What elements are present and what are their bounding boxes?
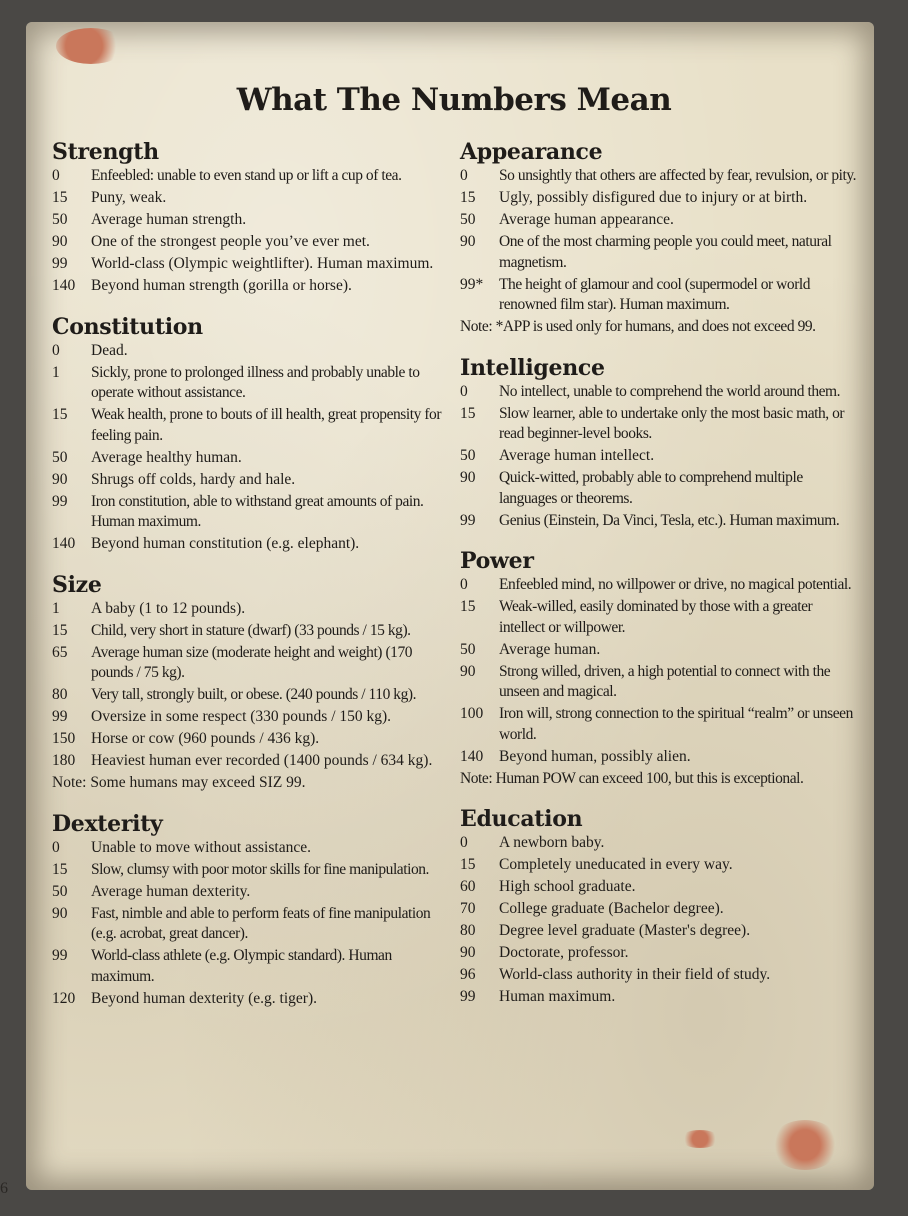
section-note: [52, 773, 442, 794]
stat-row: [460, 855, 860, 876]
stat-row: [460, 404, 860, 445]
stat-description: College graduate (Bachelor degree).: [499, 900, 724, 917]
stat-description: High school graduate.: [499, 878, 636, 895]
stat-description: Degree level graduate (Master's degree).: [499, 922, 751, 939]
stat-value: 80: [52, 686, 68, 703]
stat-row: [460, 747, 860, 768]
stat-description: Fast, nimble and able to perform feats of fine manipulation (e.g. acrobat, great dancer).: [91, 904, 431, 942]
stat-value: 15: [52, 860, 68, 878]
section-heading: Size: [52, 571, 102, 598]
stat-row: [460, 921, 860, 942]
stat-section-power: [460, 547, 860, 789]
note-label: Note:: [460, 318, 493, 335]
stat-row: [52, 341, 442, 362]
stat-value: 50: [52, 211, 68, 228]
stat-value: 15: [460, 189, 476, 206]
stat-row: [460, 704, 860, 745]
stat-description: World-class athlete (e.g. Olympic standard). Human maximum.: [91, 947, 392, 985]
stat-description: World-class authority in their field of study.: [499, 966, 771, 983]
stat-row: [460, 511, 860, 532]
stat-row: [52, 685, 442, 706]
page-number: 6: [0, 1180, 8, 1197]
right-column: [460, 138, 860, 1024]
stat-row: [52, 946, 442, 987]
stat-row: [460, 662, 860, 703]
stat-row: [52, 904, 442, 945]
stat-row: [460, 382, 860, 403]
stat-row: [52, 860, 442, 881]
stat-value: 140: [460, 747, 484, 765]
stat-description: Iron will, strong connection to the spiritual “realm” or unseen world.: [499, 705, 853, 743]
stat-row: [460, 640, 860, 661]
stat-row: [52, 210, 442, 231]
section-note: [460, 317, 860, 338]
stat-value: 70: [460, 900, 476, 917]
stat-value: 0: [52, 838, 60, 856]
stat-value: 99: [460, 511, 476, 529]
stat-value: 90: [52, 904, 68, 922]
stat-row: [52, 599, 442, 620]
section-heading: Dexterity: [52, 810, 163, 837]
stat-value: 15: [52, 189, 68, 206]
stat-section-dexterity: [52, 810, 442, 1010]
stat-description: Enfeebled mind, no willpower or drive, no magical potential.: [499, 576, 852, 593]
stat-row: [52, 405, 442, 446]
stat-value: 99: [52, 708, 68, 725]
stat-description: Sickly, prone to prolonged illness and probably unable to operate without assistance.: [91, 363, 420, 401]
stat-value: 60: [460, 878, 476, 895]
stat-row: [460, 188, 860, 209]
stat-value: 90: [52, 233, 68, 250]
stat-section-size: [52, 571, 442, 794]
stat-row: [460, 987, 860, 1008]
stat-row: [460, 597, 860, 638]
stat-value: 80: [460, 922, 476, 939]
stat-description: Beyond human dexterity (e.g. tiger).: [91, 989, 317, 1007]
stat-row: [52, 232, 442, 253]
stat-value: 100: [460, 705, 484, 722]
stat-description: Weak health, prone to bouts of ill health, great propensity for feeling pain.: [91, 406, 442, 444]
stat-value: 1: [52, 363, 60, 381]
stat-row: [460, 166, 860, 187]
note-text: Some humans may exceed SIZ 99.: [90, 774, 306, 791]
stat-value: 99*: [460, 275, 484, 293]
stat-row: [52, 188, 442, 209]
stat-description: Puny, weak.: [91, 189, 167, 206]
stat-value: 0: [52, 341, 60, 359]
stat-row: [52, 166, 442, 187]
stat-row: [460, 210, 860, 231]
stat-description: One of the most charming people you could meet, natural magnetism.: [499, 233, 832, 271]
stat-value: 50: [52, 882, 68, 900]
stat-description: Iron constitution, able to withstand great amounts of pain. Human maximum.: [91, 492, 424, 530]
stat-description: Enfeebled: unable to even stand up or lift a cup of tea.: [91, 167, 402, 184]
stat-description: Horse or cow (960 pounds / 436 kg).: [91, 730, 320, 747]
stat-row: [460, 575, 860, 596]
stat-row: [52, 729, 442, 750]
stat-row: [52, 643, 442, 684]
stat-value: 99: [52, 947, 68, 964]
stat-value: 15: [52, 406, 68, 423]
stat-value: 90: [460, 233, 476, 250]
stat-row: [52, 751, 442, 772]
stat-value: 0: [52, 167, 60, 184]
stat-description: Average human strength.: [91, 211, 247, 228]
stat-row: [460, 943, 860, 964]
stat-value: 50: [460, 640, 476, 658]
stat-row: [460, 877, 860, 898]
stat-value: 65: [52, 643, 68, 661]
note-label: Note:: [52, 774, 87, 791]
stat-section-appearance: [460, 138, 860, 338]
stat-description: A baby (1 to 12 pounds).: [91, 599, 246, 617]
stat-value: 1: [52, 599, 60, 617]
stat-row: [460, 232, 860, 273]
stat-description: Heaviest human ever recorded (1400 pounds / 634 kg).: [91, 752, 433, 769]
stat-description: Completely uneducated in every way.: [499, 856, 733, 873]
stat-description: No intellect, unable to comprehend the world around them.: [499, 382, 841, 400]
section-heading: Appearance: [460, 139, 603, 165]
stat-value: 15: [52, 621, 68, 639]
stat-description: Beyond human, possibly alien.: [499, 747, 691, 765]
stat-value: 50: [460, 447, 476, 464]
stat-description: One of the strongest people you’ve ever met.: [91, 233, 370, 250]
stat-value: 99: [52, 255, 68, 272]
stat-row: [52, 254, 442, 275]
stat-value: 15: [460, 856, 476, 873]
stat-description: Average human.: [499, 640, 601, 658]
stat-description: Slow, clumsy with poor motor skills for fine manipulation.: [91, 860, 429, 878]
stat-row: [52, 989, 442, 1010]
stat-description: Doctorate, professor.: [499, 944, 629, 961]
stat-description: Beyond human constitution (e.g. elephant).: [91, 535, 360, 552]
stat-row: [52, 448, 442, 469]
section-heading: Power: [460, 548, 534, 574]
stat-value: 99: [52, 492, 68, 510]
stat-value: 15: [460, 598, 476, 615]
stat-value: 140: [52, 535, 76, 552]
stat-description: Oversize in some respect (330 pounds / 150 kg).: [91, 708, 392, 725]
stat-description: Ugly, possibly disfigured due to injury or at birth.: [499, 189, 808, 206]
stat-description: Strong willed, driven, a high potential to connect with the unseen and magical.: [499, 662, 831, 700]
stat-row: [52, 534, 442, 555]
stat-row: [52, 707, 442, 728]
section-heading: Strength: [52, 139, 159, 165]
stat-row: [52, 276, 442, 297]
section-heading: Constitution: [52, 313, 203, 340]
stat-description: Average human appearance.: [499, 211, 674, 228]
stat-value: 96: [460, 966, 476, 983]
blood-splatter-decoration: [770, 1120, 840, 1170]
stat-row: [460, 833, 860, 854]
note-text: Human POW can exceed 100, but this is exceptional.: [495, 769, 804, 787]
stat-description: The height of glamour and cool (supermodel or world renowned film star). Human maximum.: [499, 275, 811, 313]
stat-description: Weak-willed, easily dominated by those with a greater intellect or willpower.: [499, 598, 813, 636]
stat-description: Quick-witted, probably able to comprehend multiple languages or theorems.: [499, 469, 803, 507]
stat-description: Human maximum.: [499, 988, 616, 1005]
stat-row: [52, 470, 442, 491]
note-label: Note:: [460, 769, 493, 787]
stat-value: 99: [460, 988, 476, 1005]
stat-section-constitution: [52, 313, 442, 555]
blood-splatter-decoration: [56, 28, 126, 64]
stat-row: [52, 492, 442, 533]
section-heading: Intelligence: [460, 354, 605, 381]
stat-value: 90: [460, 944, 476, 961]
stat-description: Slow learner, able to undertake only the most basic math, or read beginner-level books.: [499, 404, 845, 442]
stat-row: [52, 882, 442, 903]
stat-row: [52, 621, 442, 642]
stat-description: Unable to move without assistance.: [91, 838, 311, 856]
stat-description: Average human intellect.: [499, 447, 655, 464]
left-column: [52, 138, 442, 1025]
blood-splatter-decoration: [680, 1130, 720, 1148]
stat-row: [460, 446, 860, 467]
stat-description: A newborn baby.: [499, 834, 605, 851]
stat-section-education: [460, 805, 860, 1008]
stat-row: [52, 838, 442, 859]
stat-row: [52, 363, 442, 404]
stat-value: 0: [460, 834, 468, 851]
stat-value: 0: [460, 167, 468, 184]
stat-value: 0: [460, 382, 468, 400]
stat-description: Child, very short in stature (dwarf) (33 pounds / 15 kg).: [91, 621, 411, 639]
stat-description: So unsightly that others are affected by fear, revulsion, or pity.: [499, 167, 857, 184]
stat-section-strength: [52, 138, 442, 297]
stat-value: 15: [460, 404, 476, 422]
stat-value: 50: [460, 211, 476, 228]
stat-value: 140: [52, 277, 76, 294]
stat-description: Beyond human strength (gorilla or horse).: [91, 277, 352, 294]
stat-description: Average healthy human.: [91, 448, 242, 466]
stat-value: 150: [52, 730, 76, 747]
stat-value: 50: [52, 448, 68, 466]
stat-value: 0: [460, 576, 468, 593]
stat-value: 90: [52, 470, 68, 488]
stat-value: 180: [52, 752, 76, 769]
stat-section-intelligence: [460, 354, 860, 532]
stat-row: [460, 275, 860, 316]
stat-value: 90: [460, 469, 476, 486]
stat-row: [460, 965, 860, 986]
note-text: *APP is used only for humans, and does not exceed 99.: [495, 318, 816, 335]
stat-value: 120: [52, 989, 76, 1007]
stat-row: [460, 899, 860, 920]
stat-value: 90: [460, 662, 476, 680]
page-title: What The Numbers Mean: [236, 82, 672, 118]
stat-row: [460, 468, 860, 509]
stat-description: Average human size (moderate height and weight) (170 pounds / 75 kg).: [91, 643, 413, 681]
stat-description: Genius (Einstein, Da Vinci, Tesla, etc.). Human maximum.: [499, 511, 840, 529]
stat-description: Very tall, strongly built, or obese. (240 pounds / 110 kg).: [91, 686, 417, 703]
stat-description: Shrugs off colds, hardy and hale.: [91, 470, 296, 488]
stat-description: World-class (Olympic weightlifter). Human maximum.: [91, 255, 434, 272]
stat-description: Average human dexterity.: [91, 882, 251, 900]
section-note: [460, 769, 860, 790]
section-heading: Education: [460, 806, 583, 832]
stat-description: Dead.: [91, 341, 128, 359]
